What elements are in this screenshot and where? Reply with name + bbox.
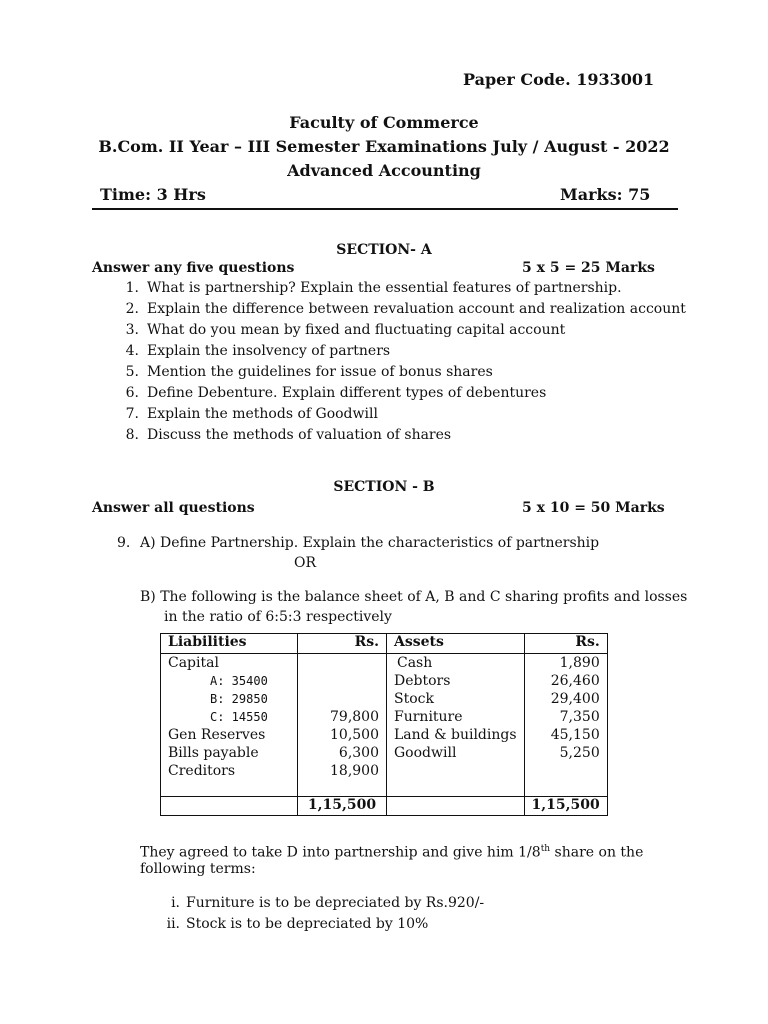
liabilities-cell [161, 654, 298, 797]
liabilities-values-cell [298, 654, 387, 797]
question-9-number: 9. [117, 535, 131, 551]
term-2-text: Stock is to be depreciated by 10% [186, 916, 429, 932]
value-gen-reserves: 10,500 [330, 727, 379, 743]
question-item: 6. Define Debenture. Explain different types of debentures [125, 385, 547, 401]
question-item: 1. What is partnership? Explain the essential features of partnership. [125, 280, 622, 296]
asset-goodwill: Goodwill [394, 745, 457, 761]
question-item: 3. What do you mean by fixed and fluctuating capital account [125, 322, 566, 338]
assets-cell [387, 654, 525, 797]
asset-stock: Stock [394, 691, 434, 707]
asset-cash: Cash [397, 655, 433, 671]
question-9b-line1: B) The following is the balance sheet of A, B and C sharing profits and losses [140, 589, 688, 605]
asset-furniture: Furniture [394, 709, 463, 725]
assets-values-cell [524, 654, 607, 797]
value-furniture: 7,350 [559, 709, 600, 725]
asset-land-buildings: Land & buildings [394, 727, 517, 743]
section-b-marks: 5 x 10 = 50 Marks [522, 500, 665, 516]
liability-capital: Capital [168, 655, 219, 671]
term-1-number: i. [171, 895, 180, 911]
header-rs-assets: Rs. [524, 634, 607, 654]
time-label: Time: 3 Hrs [100, 185, 206, 204]
header-liabilities: Liabilities [161, 634, 298, 654]
liability-capital-b: B: 29850 [210, 692, 268, 706]
or-separator: OR [294, 555, 317, 571]
section-a-question-list [112, 278, 686, 446]
term-1-text: Furniture is to be depreciated by Rs.920/- [186, 895, 485, 911]
header-rs-liabilities: Rs. [298, 634, 387, 654]
total-assets: 1,15,500 [524, 797, 607, 816]
value-stock: 29,400 [550, 691, 600, 707]
question-item: 8. Discuss the methods of valuation of shares [125, 427, 452, 443]
liability-bills-payable: Bills payable [168, 745, 259, 761]
subject-title: Advanced Accounting [287, 161, 481, 180]
section-b-title: SECTION - B [333, 479, 435, 495]
value-creditors: 18,900 [330, 763, 379, 779]
value-debtors: 26,460 [550, 673, 600, 689]
header-divider [92, 208, 678, 210]
question-item: 5. Mention the guidelines for issue of bonus shares [125, 364, 493, 380]
question-9b-line2: in the ratio of 6:5:3 respectively [164, 609, 392, 625]
marks-label: Marks: 75 [560, 185, 651, 204]
table-total-row [161, 797, 608, 816]
question-item: 7. Explain the methods of Goodwill [125, 406, 378, 422]
section-a-title: SECTION- A [336, 242, 432, 258]
header-assets: Assets [387, 634, 525, 654]
table-header-row [161, 634, 608, 654]
value-bills-payable: 6,300 [338, 745, 379, 761]
liability-gen-reserves: Gen Reserves [168, 727, 266, 743]
section-a-marks: 5 x 5 = 25 Marks [522, 260, 655, 276]
value-land-buildings: 45,150 [550, 727, 600, 743]
value-cash: 1,890 [559, 655, 600, 671]
section-b-instruction: Answer all questions [92, 500, 255, 516]
section-a-instruction: Answer any five questions [92, 260, 295, 276]
liability-capital-c: C: 14550 [210, 710, 268, 724]
terms-intro-line2: following terms: [140, 861, 256, 877]
table-body-row [161, 654, 608, 797]
liability-capital-a: A: 35400 [210, 674, 268, 688]
question-item: 2. Explain the difference between revaluation account and realization account [125, 301, 686, 317]
value-goodwill: 5,250 [559, 745, 600, 761]
terms-intro: They agreed to take D into partnership and give him 1/8th share on the [140, 844, 644, 861]
asset-debtors: Debtors [394, 673, 451, 689]
value-capital: 79,800 [330, 709, 379, 725]
exam-title: B.Com. II Year – III Semester Examinations July / August - 2022 [98, 137, 670, 156]
question-9a: A) Define Partnership. Explain the characteristics of partnership [140, 535, 600, 551]
total-liabilities: 1,15,500 [298, 797, 387, 816]
paper-code: Paper Code. 1933001 [463, 70, 655, 89]
liability-creditors: Creditors [168, 763, 236, 779]
term-2-number: ii. [166, 916, 180, 932]
faculty-title: Faculty of Commerce [289, 113, 479, 132]
balance-sheet-table [160, 633, 608, 816]
question-item: 4. Explain the insolvency of partners [125, 343, 391, 359]
